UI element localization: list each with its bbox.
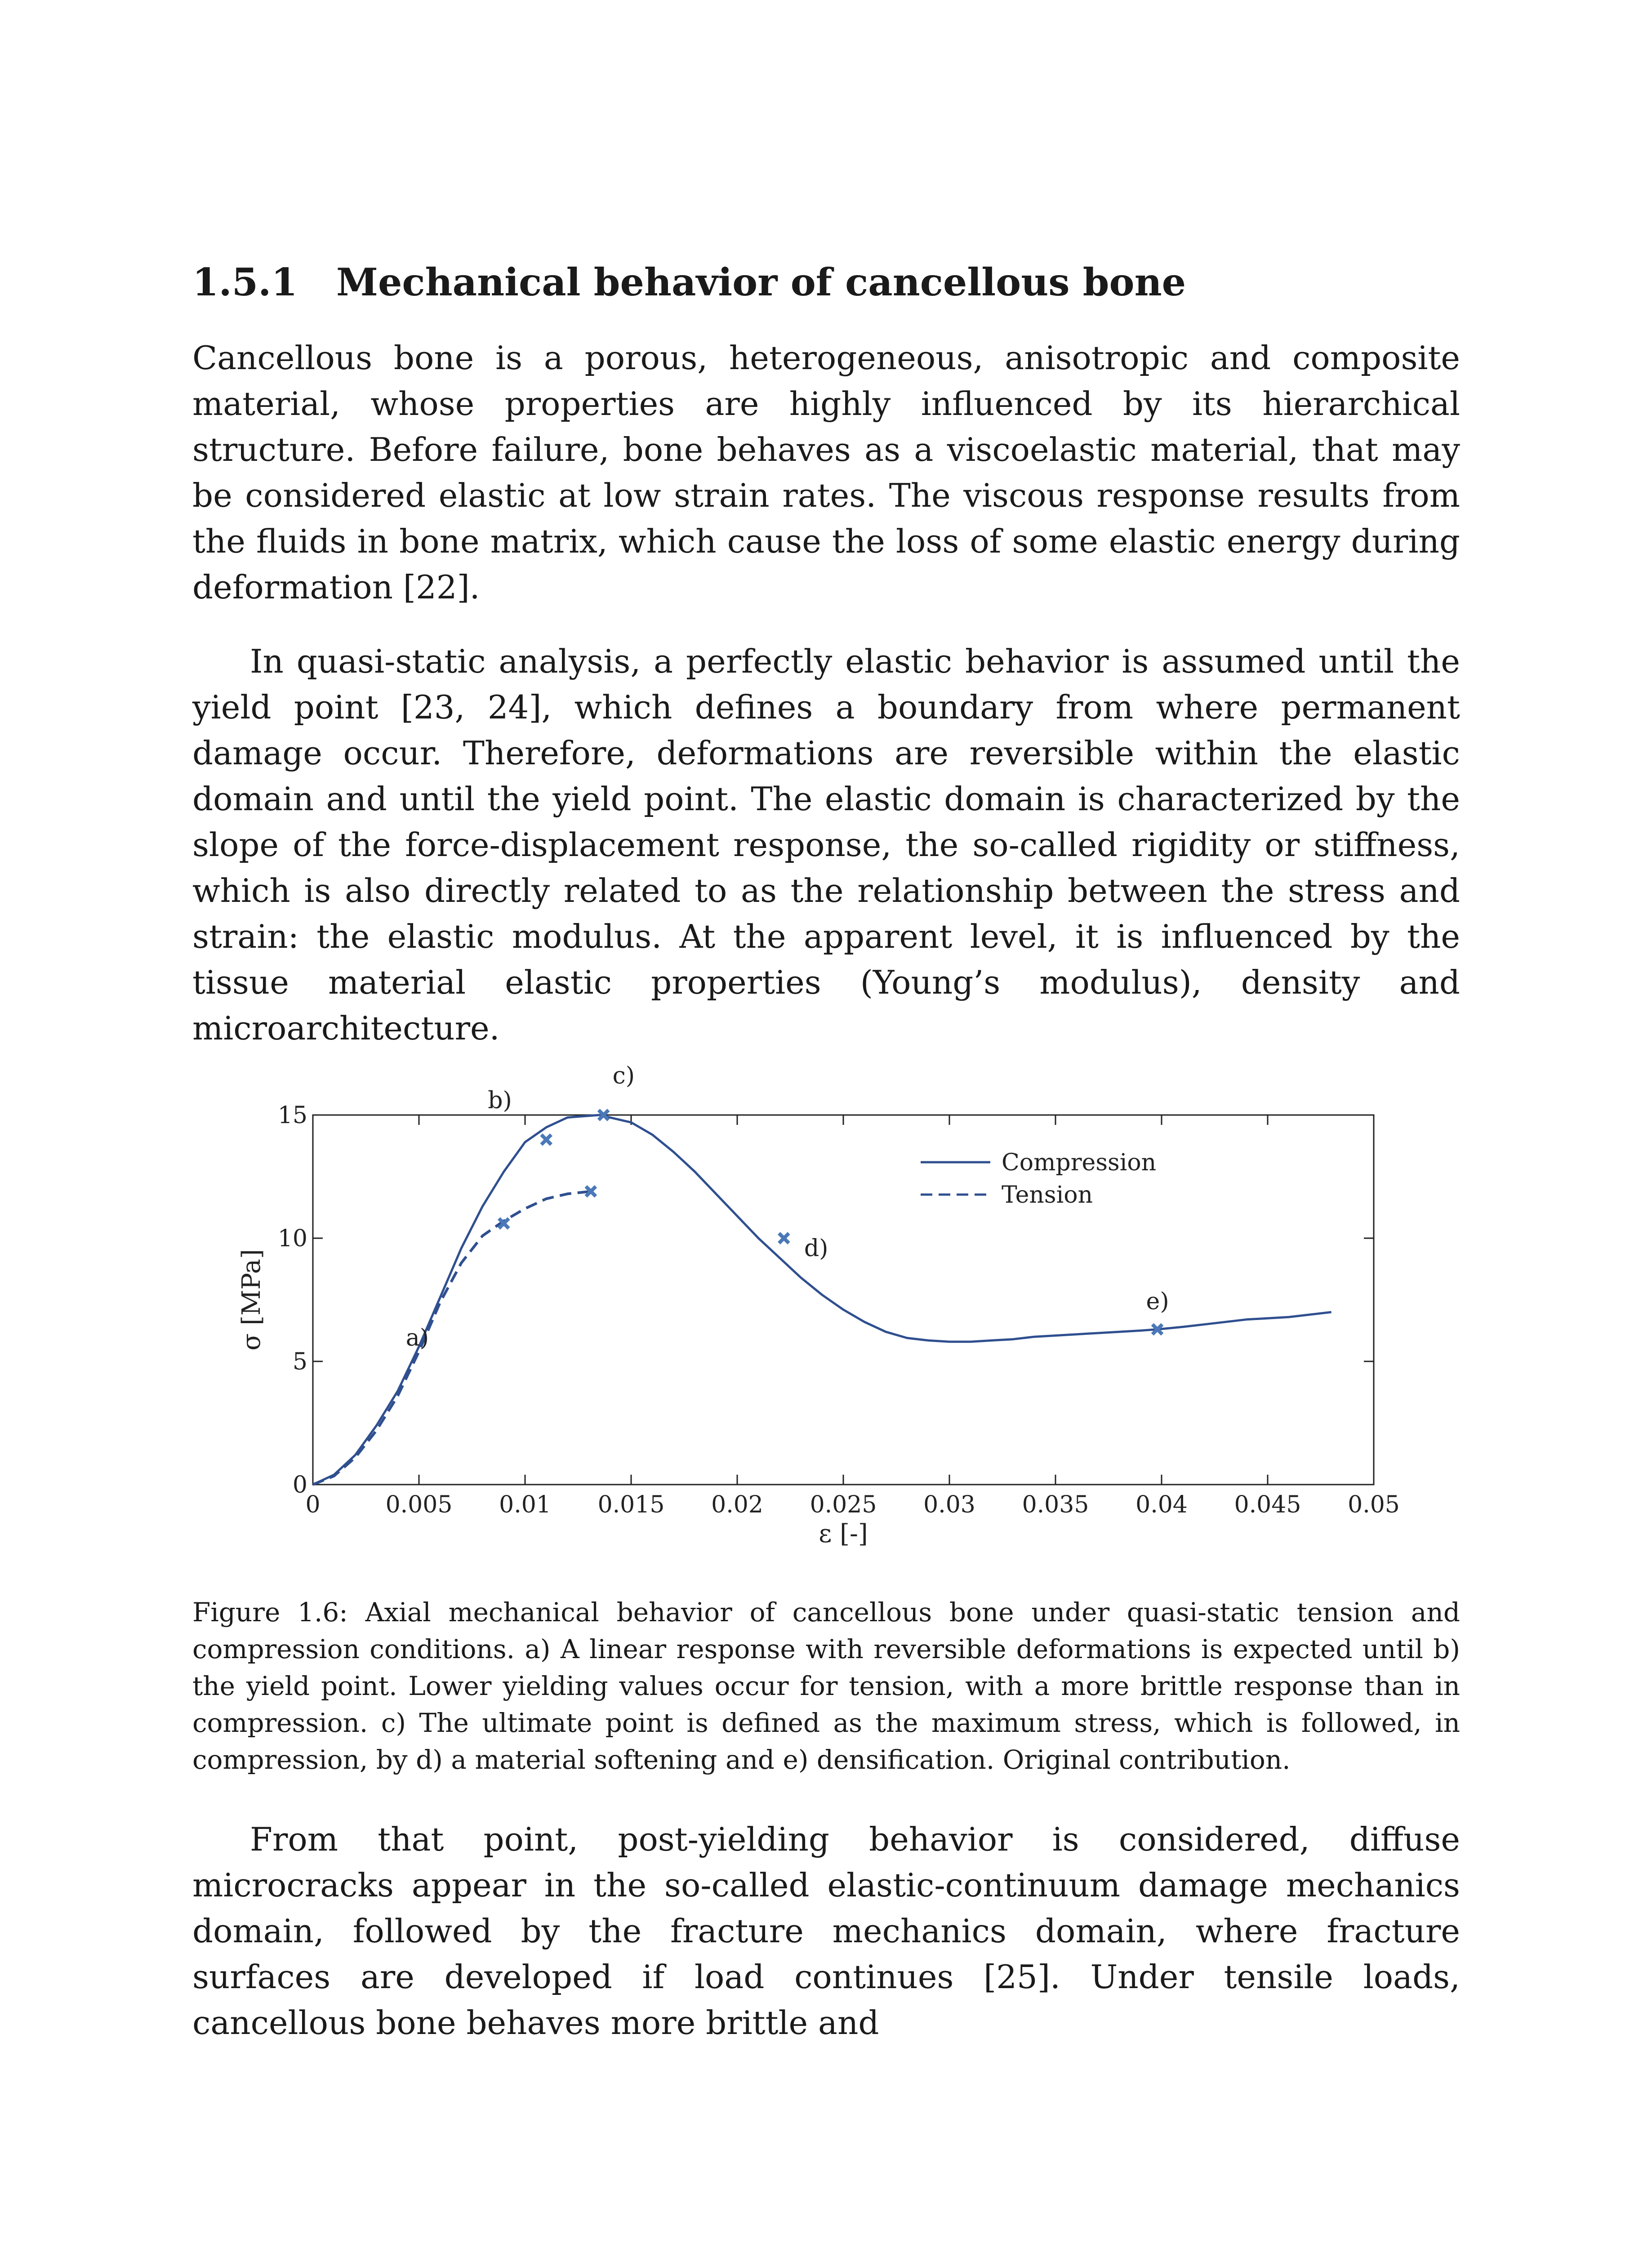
annotation-label: c): [612, 1062, 635, 1089]
y-tick-label: 5: [292, 1348, 307, 1375]
y-tick-label: 15: [277, 1102, 307, 1129]
legend-label-tension: Tension: [1002, 1182, 1093, 1209]
y-tick-label: 10: [277, 1225, 307, 1252]
x-tick-label: 0: [305, 1491, 321, 1518]
series-line-compression: [313, 1115, 1331, 1485]
paragraph-2: In quasi-static analysis, a perfectly elastic behavior is assumed until the yield point [23, 24], which defines a boundary from where permanent damage occur. Therefore, deformations are reversible within the elastic domain and until the yield point. The elastic domain is characterized by the slope of the force-displacement response, the so-called rigidity or stiffness, which is also directly related to as the relationship between the stress and strain: the elastic modulus. At the apparent level, it is influenced by the tissue material elastic properties (Young’s modulus), density and microarchitecture.: [192, 642, 1460, 1047]
annotation-label: d): [804, 1235, 828, 1262]
y-axis-label: σ [MPa]: [237, 1249, 266, 1351]
x-tick-label: 0.035: [1022, 1491, 1089, 1518]
x-tick-label: 0.03: [923, 1491, 975, 1518]
x-tick-label: 0.01: [499, 1491, 551, 1518]
paragraph-1: Cancellous bone is a porous, heterogeneous, anisotropic and composite material, whose properties are highly influenced by its hierarchical structure. Before failure, bone behaves as a viscoelastic material, that may be considered elastic at low strain rates. The viscous response results from the fluids in bone matrix, which cause the loss of some elastic energy during deformation [22].: [192, 339, 1460, 606]
series-line-tension: [313, 1191, 591, 1485]
plot-frame: [313, 1115, 1374, 1485]
section-number: 1.5.1: [192, 260, 298, 304]
x-tick-label: 0.02: [711, 1491, 763, 1518]
x-tick-label: 0.045: [1234, 1491, 1301, 1518]
paragraph-3: From that point, post-yielding behavior is considered, diffuse microcracks appear in the so-called elastic-continuum damage mechanics domain, followed by the fracture mechanics domain, where fracture surfaces are developed if load continues [25]. Under tensile loads, cancellous bone behaves more brittle and: [192, 1820, 1460, 2042]
section-heading: [192, 260, 1460, 304]
annotation-label: a): [405, 1325, 429, 1352]
x-tick-label: 0.015: [597, 1491, 665, 1518]
x-tick-label: 0.04: [1135, 1491, 1188, 1518]
annotation-label: b): [488, 1087, 512, 1114]
stress-strain-chart: [192, 1062, 1460, 1583]
legend-label-compression: Compression: [1002, 1149, 1157, 1176]
data-marker: [541, 1135, 551, 1145]
figure-caption: Figure 1.6: Axial mechanical behavior of cancellous bone under quasi-static tension and compression conditions. a) A linear response with reversible deformations is expected until b) the yield point. Lower yielding values occur for tension, with a more brittle response than in compression. c) The ultimate point is defined as the maximum stress, which is followed, in compression, by d) a material softening and e) densification. Original contribution.: [192, 1597, 1460, 1775]
x-tick-label: 0.025: [810, 1491, 877, 1518]
data-marker: [779, 1233, 789, 1243]
annotation-label: e): [1146, 1288, 1169, 1315]
figure: [192, 1062, 1460, 1583]
x-axis-label: ε [-]: [819, 1519, 868, 1548]
section-title: Mechanical behavior of cancellous bone: [336, 260, 1186, 304]
x-tick-label: 0.05: [1348, 1491, 1400, 1518]
y-tick-label: 0: [292, 1472, 307, 1499]
x-tick-label: 0.005: [385, 1491, 453, 1518]
